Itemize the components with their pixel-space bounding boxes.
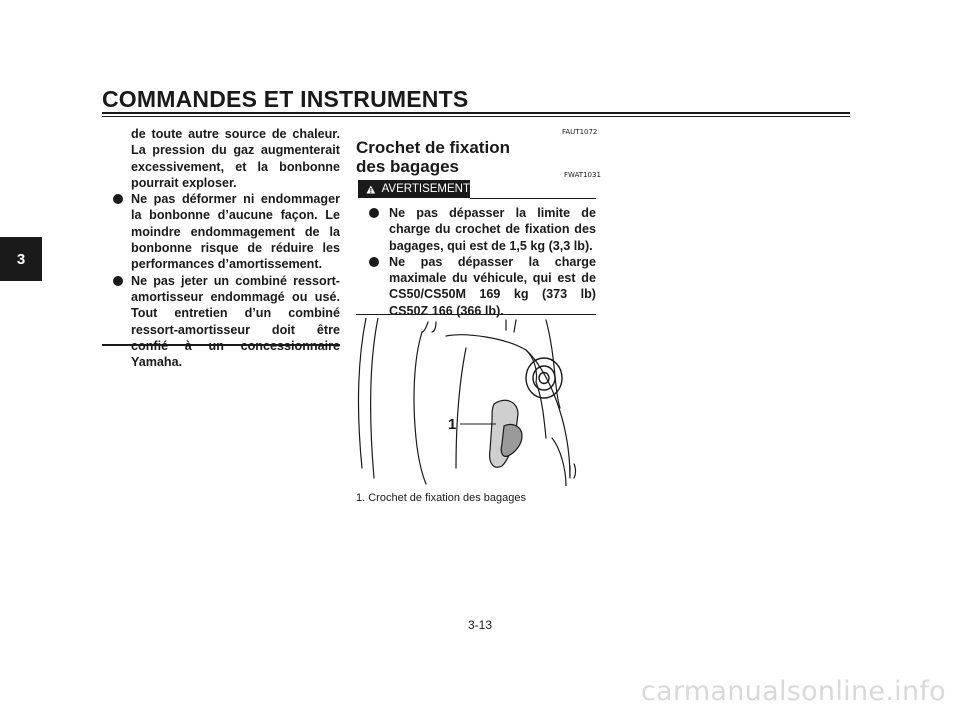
warning-badge: [358, 180, 470, 198]
header-rule: [102, 112, 850, 114]
warning-end-rule-left: [102, 344, 340, 346]
section-title: Crochet de fixation des bagages: [356, 138, 510, 176]
warning-rule: [470, 198, 596, 199]
warning-end-rule-right: [356, 314, 596, 315]
callout-number: 1: [448, 416, 457, 433]
bullet-dot-icon: [113, 194, 123, 204]
bullet-text: Ne pas jeter un combiné ressort-amortisseur endommagé ou usé. Tout entretien d’un combiné ressort-amortisseur doit être confié à un concessionnaire Yamaha.: [131, 273, 340, 370]
watermark-text: carmanualsonline.info: [640, 676, 946, 707]
section-code: FAUT1072: [562, 128, 598, 136]
bullet-dot-icon: [369, 257, 379, 267]
bullet-dot-icon: [369, 208, 379, 218]
warning-bullet-item: [360, 254, 596, 319]
warning-label: AVERTISEMENT: [381, 183, 470, 195]
luggage-hook-illustration: [356, 318, 596, 486]
warning-bullet-item: [360, 205, 596, 254]
bullet-text: Ne pas déformer ni endommager la bonbonne d’aucune façon. Le moindre endommagement de la bonbonne risque de réduire les performances d’amortissement.: [131, 192, 340, 272]
warning-bullet-text: Ne pas dépasser la charge maximale du véhicule, qui est de CS50/CS50M 169 kg (373 lb) CS50Z 166 (366 lb).: [389, 254, 596, 318]
bullet-dot-icon: [113, 276, 123, 286]
page-number: 3-13: [467, 618, 493, 632]
figure-caption: 1. Crochet de fixation des bagages: [356, 492, 527, 504]
continuation-text: de toute autre source de chaleur. La pression du gaz augmenterait excessivement, et la bonbonne pourrait exploser.: [131, 127, 340, 190]
warning-list: [360, 205, 596, 319]
warning-triangle-icon: [366, 184, 376, 195]
left-column: [106, 126, 340, 370]
bullet-item: [106, 191, 340, 272]
warning-code: FWAT1031: [564, 171, 601, 179]
header-rule-thin: [102, 116, 850, 117]
bullet-item: [106, 273, 340, 371]
chapter-tab: 3: [0, 237, 42, 281]
page-header-title: COMMANDES ET INSTRUMENTS: [102, 86, 469, 112]
warning-bullet-text: Ne pas dépasser la limite de charge du crochet de fixation des bagages, qui est de 1,5 kg (3,3 lb).: [389, 206, 596, 253]
